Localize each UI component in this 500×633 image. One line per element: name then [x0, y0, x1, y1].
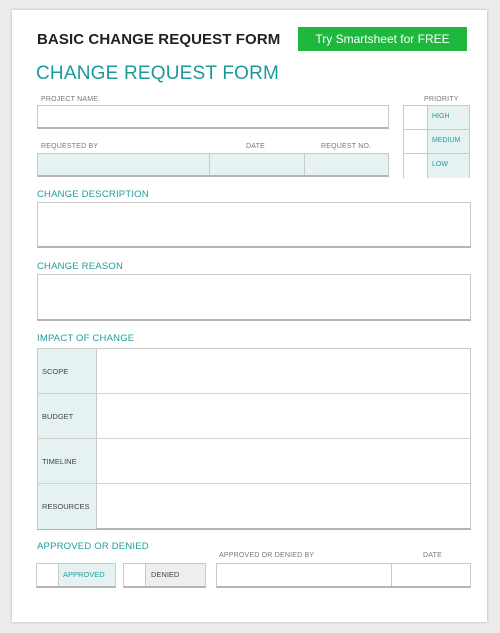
- change-reason-field[interactable]: [37, 274, 471, 321]
- change-description-heading: CHANGE DESCRIPTION: [37, 189, 149, 200]
- priority-high-label: HIGH: [428, 106, 469, 129]
- approval-date-field[interactable]: [392, 564, 470, 586]
- budget-label: BUDGET: [38, 394, 97, 438]
- impact-table: [37, 348, 471, 530]
- requested-by-label: REQUESTED BY: [41, 143, 99, 150]
- priority-row-low: [404, 154, 469, 178]
- approved-by-field[interactable]: [217, 564, 392, 586]
- approved-or-denied-heading: APPROVED OR DENIED: [37, 541, 149, 552]
- approved-option: [36, 563, 116, 588]
- project-name-label: PROJECT NAME: [41, 96, 99, 103]
- impact-row-timeline[interactable]: [38, 439, 470, 484]
- priority-low-checkbox[interactable]: [404, 154, 428, 178]
- impact-of-change-heading: IMPACT OF CHANGE: [37, 333, 135, 344]
- document-title: BASIC CHANGE REQUEST FORM: [37, 31, 281, 48]
- denied-label: DENIED: [146, 564, 205, 586]
- date-label: DATE: [246, 143, 265, 150]
- request-no-field[interactable]: [305, 154, 388, 175]
- priority-grid: [403, 105, 470, 178]
- requested-by-field[interactable]: [38, 154, 210, 175]
- try-smartsheet-button[interactable]: Try Smartsheet for FREE: [298, 27, 467, 51]
- form-title: CHANGE REQUEST FORM: [36, 63, 280, 84]
- approval-date-label: DATE: [423, 552, 442, 559]
- priority-high-checkbox[interactable]: [404, 106, 428, 129]
- approval-info-row: [216, 563, 471, 588]
- impact-row-scope[interactable]: [38, 349, 470, 394]
- scope-label: SCOPE: [38, 349, 97, 393]
- timeline-label: TIMELINE: [38, 439, 97, 483]
- priority-row-high: [404, 106, 469, 130]
- priority-label: PRIORITY: [424, 96, 459, 103]
- approved-checkbox[interactable]: [37, 564, 59, 586]
- priority-row-medium: [404, 130, 469, 154]
- priority-medium-checkbox[interactable]: [404, 130, 428, 153]
- priority-medium-label: MEDIUM: [428, 130, 469, 153]
- approved-label: APPROVED: [59, 564, 115, 586]
- denied-checkbox[interactable]: [124, 564, 146, 586]
- form-page: [12, 10, 487, 622]
- request-no-label: REQUEST NO.: [321, 143, 372, 150]
- priority-low-label: LOW: [428, 154, 469, 178]
- requester-info-row: [37, 153, 389, 177]
- denied-option: [123, 563, 206, 588]
- project-name-field[interactable]: [37, 105, 389, 129]
- resources-label: RESOURCES: [38, 484, 97, 529]
- impact-row-resources[interactable]: [38, 484, 470, 529]
- change-reason-heading: CHANGE REASON: [37, 261, 124, 272]
- change-description-field[interactable]: [37, 202, 471, 248]
- approved-by-label: APPROVED OR DENIED BY: [219, 552, 315, 559]
- impact-row-budget[interactable]: [38, 394, 470, 439]
- date-field[interactable]: [210, 154, 305, 175]
